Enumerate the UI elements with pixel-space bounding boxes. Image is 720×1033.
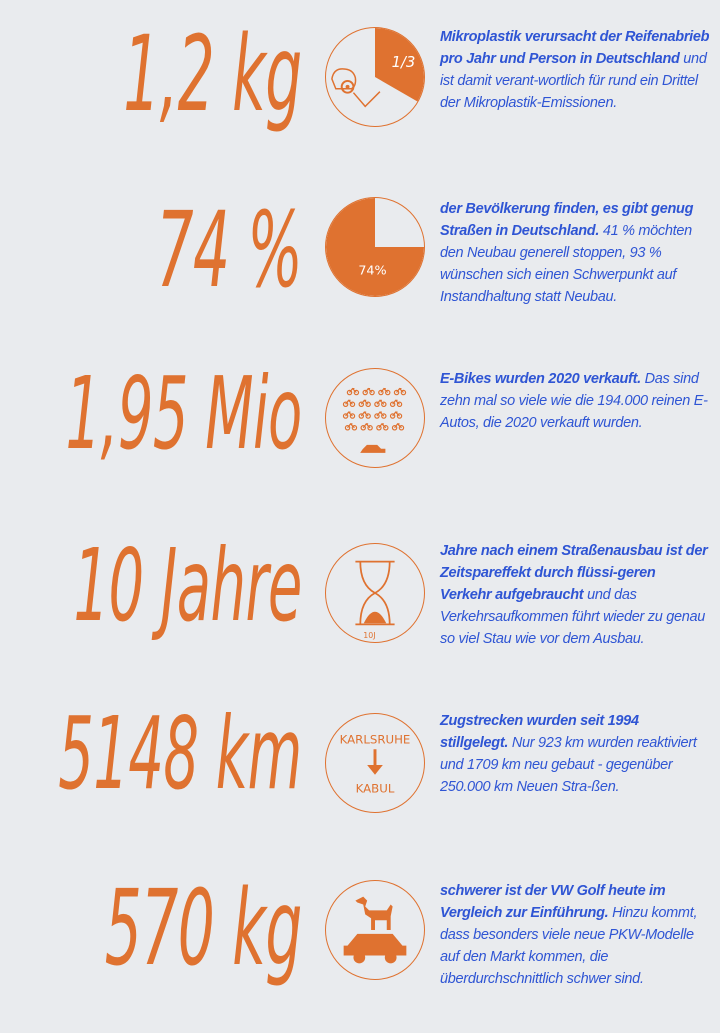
icon-top-label: KARLSRUHE <box>339 732 411 747</box>
stat-detail: Das sind zehn mal so viele wie die 194.000 reinen E-Autos, die 2020 verkauft wurden. <box>440 371 708 431</box>
pie-74-percent-icon <box>325 197 425 297</box>
stat-description <box>440 198 710 308</box>
stat-value: 74 % <box>156 189 302 311</box>
stat-description <box>440 540 710 650</box>
stat-value: 570 kg <box>104 867 302 989</box>
stat-highlight: Zugstrecken wurden seit 1994 stillgelegt. <box>440 713 639 751</box>
stat-value: 1,95 Mio <box>65 355 302 472</box>
stat-detail: und das Verkehrsaufkommen führt wieder zu genau so viel Stau wie vor dem Ausbau. <box>440 587 706 647</box>
karlsruhe-kabul-arrow-icon <box>325 713 425 813</box>
stat-detail: Hinzu kommt, dass besonders viele neue PKW-Modelle auf den Markt kommen, die überdurchschnittlich schwer sind. <box>440 905 698 987</box>
stat-value: 10 Jahre <box>73 527 302 644</box>
stat-value: 5148 km <box>58 695 302 812</box>
stat-description <box>440 710 710 798</box>
stat-description <box>440 880 710 990</box>
hourglass-icon <box>325 543 425 643</box>
stat-highlight: schwerer ist der VW Golf heute im Vergleich zur Einführung. <box>440 883 666 921</box>
stat-detail: und ist damit verant-wortlich für rund ein Drittel der Mikroplastik-Emissionen. <box>440 51 707 111</box>
stat-detail: Nur 923 km wurden reaktiviert und 1709 km neu gebaut - gegenüber 250.000 km Neuen Stra-ßen. <box>440 735 697 795</box>
stat-highlight: Mikroplastik verursacht der Reifenabrieb pro Jahr und Person in Deutschland <box>440 29 710 67</box>
stat-highlight: E-Bikes wurden 2020 verkauft. <box>440 371 641 387</box>
many-bikes-one-car-icon <box>325 368 425 468</box>
stat-highlight: der Bevölkerung finden, es gibt genug Straßen in Deutschland. <box>440 201 694 239</box>
stat-detail: 41 % möchten den Neubau generell stoppen, 93 % wünschen sich einen Schwerpunkt auf Instandhaltung statt Neubau. <box>440 223 692 305</box>
horse-on-car-icon <box>325 880 425 980</box>
car-tire-one-third-pie-icon <box>325 27 425 127</box>
hourglass-label: 10J <box>363 631 376 641</box>
icon-bottom-label: KABUL <box>355 781 395 796</box>
pie-label: 74% <box>358 263 387 279</box>
stat-highlight: Jahre nach einem Straßenausbau ist der Zeitspareffekt durch flüssi-geren Verkehr aufgebraucht <box>440 543 708 603</box>
stat-value: 1,2 kg <box>123 13 302 135</box>
svg-text:1/3: 1/3 <box>391 54 416 72</box>
stat-description <box>440 368 710 434</box>
stat-description <box>440 26 710 114</box>
